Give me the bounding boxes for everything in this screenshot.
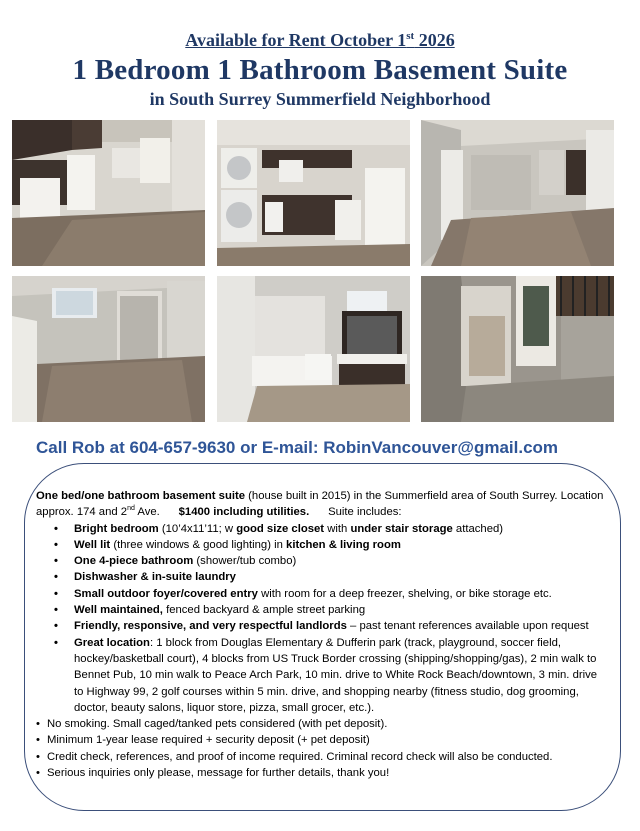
feature-item xyxy=(74,521,606,537)
intro-text: (house built in 2015) in the Summerfield area of South Surrey. Location approx. 174 and 2 xyxy=(36,490,604,519)
rule-item: • Serious inquiries only please, message for further details, thank you! xyxy=(47,765,606,781)
price-text: $1400 including utilities. xyxy=(178,506,310,519)
feature-item xyxy=(74,635,606,716)
laundry-kitchen-photo xyxy=(217,120,410,266)
bathroom-photo xyxy=(217,276,410,422)
contact-line: Call Rob at 604-657-9630 or E-mail: RobinVancouver@gmail.com xyxy=(36,438,559,457)
feature-bold: Bright bedroom xyxy=(74,522,159,535)
feature-bold: Great location xyxy=(74,636,150,649)
feature-bold: Dishwasher & in-suite laundry xyxy=(74,571,236,584)
feature-text: fenced backyard & ample street parking xyxy=(162,604,366,617)
kitchen-photo xyxy=(12,120,205,266)
rule-item: • Credit check, references, and proof of income required. Criminal record check will also be conducted. xyxy=(47,749,606,765)
intro-paragraph xyxy=(36,488,606,521)
feature-text: (10’4x11’11; w xyxy=(158,522,237,535)
feature-bold: Small outdoor foyer/covered entry xyxy=(74,587,258,600)
living-room-photo xyxy=(421,120,614,266)
feature-text: attached) xyxy=(452,522,504,535)
feature-bold: under stair storage xyxy=(350,522,453,535)
feature-item xyxy=(74,602,606,618)
feature-bold: kitchen & living room xyxy=(286,538,401,551)
feature-bold: Well lit xyxy=(74,538,111,551)
feature-text: (three windows & good lighting) in xyxy=(110,538,287,551)
feature-text: with room for a deep freezer, shelving, or bike storage etc. xyxy=(257,587,552,600)
availability-heading xyxy=(0,30,640,51)
availability-text: Available for Rent October 1 xyxy=(185,30,407,50)
page-title: 1 Bedroom 1 Bathroom Basement Suite xyxy=(72,54,568,86)
features-list xyxy=(36,521,606,717)
feature-text: : 1 block from Douglas Elementary & Dufferin park (track, playground, soccer field, hockey/basketball court), 4 blocks from US Truck Border crossing (shipping/shopping/gas), 2 min walk to Bennet Pub, 10 min walk to Peace Arch Park, 10 min. drive to White Rock Beach/downtown, 3 min. drive to Highway 99, 2 golf courses within 5 min. drive, and shopping nearby (fitness studio, dog grooming, doctor, beauty salons, liquor store, pizza, small grocer, etc.). xyxy=(74,636,598,714)
includes-label: Suite includes: xyxy=(328,506,402,519)
feature-text: – past tenant references available upon request xyxy=(346,620,589,633)
feature-item xyxy=(74,537,606,553)
intro-ave: Ave. xyxy=(134,506,160,519)
availability-ordinal: st xyxy=(406,30,415,42)
rules-list xyxy=(36,716,606,781)
bedroom-photo xyxy=(12,276,205,422)
feature-item xyxy=(74,553,606,569)
feature-text: (shower/tub combo) xyxy=(193,555,297,568)
feature-bold: good size closet xyxy=(236,522,325,535)
rule-item: • No smoking. Small caged/tanked pets considered (with pet deposit). xyxy=(47,716,606,732)
feature-bold: One 4-piece bathroom xyxy=(74,555,194,568)
entry-foyer-photo xyxy=(421,276,614,422)
page-subtitle: in South Surrey Summerfield Neighborhood xyxy=(149,89,491,109)
details-content xyxy=(36,488,606,781)
availability-year: 2026 xyxy=(414,30,455,50)
rule-item: • Minimum 1-year lease required + security deposit (+ pet deposit) xyxy=(47,732,606,748)
intro-ordinal: nd xyxy=(127,505,135,513)
feature-item xyxy=(74,586,606,602)
feature-text: with xyxy=(324,522,351,535)
feature-bold: Friendly, responsive, and very respectful landlords xyxy=(74,620,347,633)
photo-grid xyxy=(12,120,616,422)
feature-item xyxy=(74,569,606,585)
intro-bold: One bed/one bathroom basement suite xyxy=(36,490,246,502)
feature-bold: Well maintained, xyxy=(74,604,163,617)
feature-item xyxy=(74,618,606,634)
